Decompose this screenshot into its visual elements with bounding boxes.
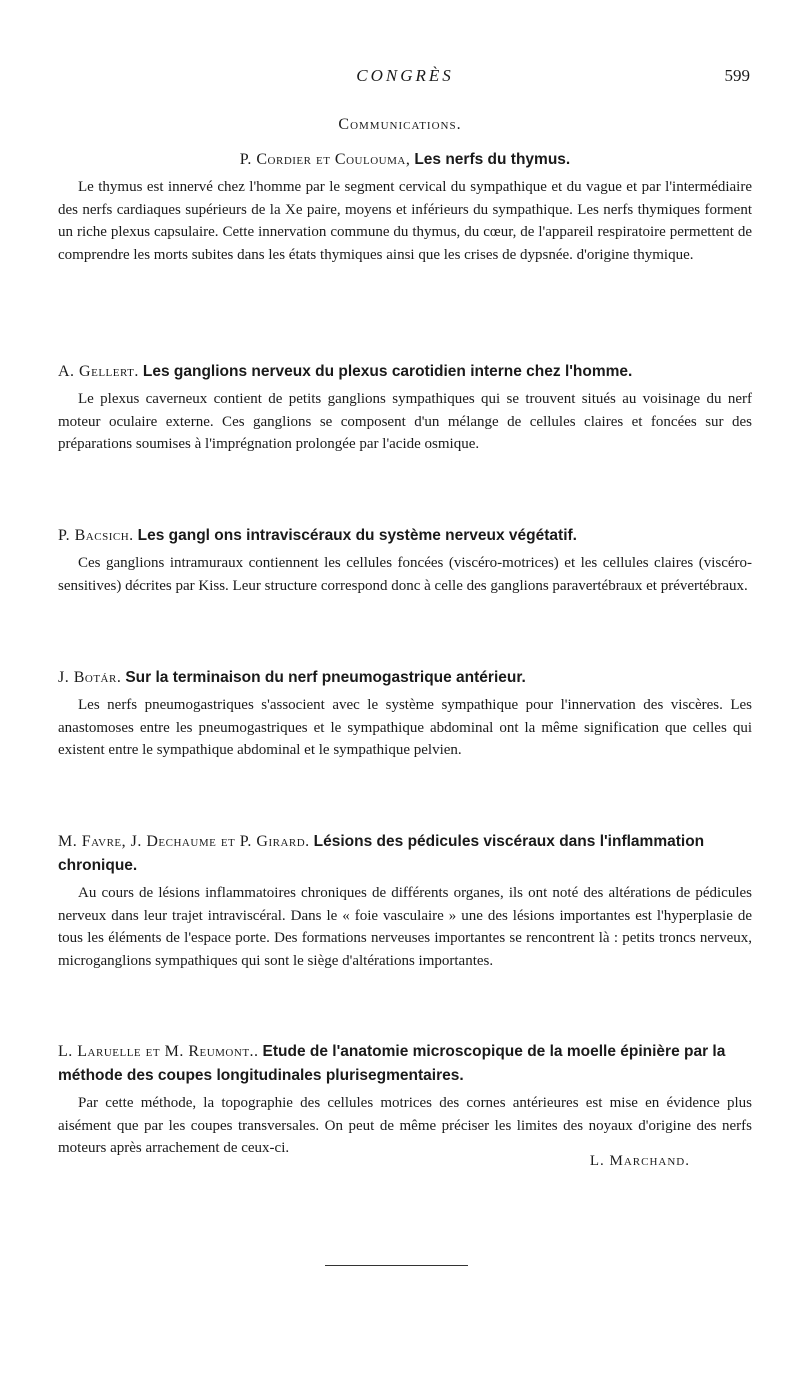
entry-body: Ces ganglions intramuraux contiennent les cellules foncées (viscéro-motrices) et les cellules claires (viscéro-sensitives) décrites par Kiss. Leur structure correspond donc à celle des ganglions paravertébraux et prévertébraux.	[58, 555, 752, 594]
entry-body: Le plexus caverneux contient de petits ganglions sympathiques qui se trouvent situés au voisinage du nerf moteur oculaire externe. Ces ganglions se composent d'un mélange de cellules claires et foncées sur des préparations soumises à l'imprégnation prolongée par l'acide osmique.	[58, 391, 752, 452]
entry-body: Le thymus est innervé chez l'homme par le segment cervical du sympathique et du vague et par l'intermédiaire des nerfs cardiaques supérieurs de la Xe paire, moyens et inférieurs du sympathique. Les nerfs thymiques forment un riche plexus capsulaire. Cette innervation commune du thymus, du cœur, de l'appareil respiratoire permettent de comprendre les morts subites dans les états thymiques ainsi que les crises de dypsnée. d'origine thymique.	[58, 179, 752, 263]
running-title: CONGRÈS	[356, 66, 454, 85]
entry-gellert	[58, 360, 752, 456]
entry-heading	[58, 666, 752, 690]
entry-title: Lésions des pédicules viscéraux dans l'inflammation chronique.	[58, 833, 705, 874]
entry-heading	[58, 148, 752, 172]
entry-authors: A. Gellert.	[58, 363, 139, 380]
end-rule	[325, 1265, 468, 1266]
entry-body: Au cours de lésions inflammatoires chroniques de différents organes, ils ont noté des altérations de pédicules nerveux dans leur trajet intraviscéral. Dans le « foie vasculaire » une des lésions importantes est l'hyperplasie de tous les éléments de l'espace porte. Des formations nerveuses importantes se rencontrent là : petits troncs nerveux, microganglions sympathiques qui sont le siège d'altérations importantes.	[58, 885, 752, 969]
entry-title: Les gangl ons intraviscéraux du système nerveux végétatif.	[137, 527, 577, 544]
entry-body: Par cette méthode, la topographie des cellules motrices des cornes antérieures est mise en évidence plus aisément que par les coupes transversales. On peut de même préciser les limites des noyaux d'origine des nerfs moteurs après arrachement de ceux-ci.	[58, 1095, 752, 1156]
entry-botar	[58, 666, 752, 762]
entry-authors: M. Favre, J. Dechaume et P. Girard.	[58, 833, 310, 850]
entry-title: Les nerfs du thymus.	[414, 151, 571, 168]
entry-favre-dechaume-girard	[58, 830, 752, 972]
entry-laruelle-reumont	[58, 1040, 752, 1160]
page-number: 599	[724, 66, 750, 85]
entry-bacsich	[58, 524, 752, 597]
entry-authors: P. Bacsich.	[58, 527, 134, 544]
entry-body: Les nerfs pneumogastriques s'associent avec le système sympathique pour l'innervation des viscères. Les anastomoses entre les pneumogastriques et le sympathique abdominal ont la même signification que celles qui existent entre le sympathique abdominal et le sympathique pelvien.	[58, 697, 752, 758]
page-header	[60, 66, 750, 90]
entry-title: Les ganglions nerveux du plexus carotidien interne chez l'homme.	[142, 363, 633, 380]
section-heading: Communications.	[338, 116, 462, 133]
entry-cordier-coulouma	[58, 148, 752, 266]
entry-authors: L. Laruelle et M. Reumont..	[58, 1043, 259, 1060]
entry-title: Sur la terminaison du nerf pneumogastrique antérieur.	[125, 669, 526, 686]
entry-authors: J. Botár.	[58, 669, 122, 686]
entry-heading	[58, 360, 752, 384]
entry-heading	[58, 524, 752, 548]
signature: L. Marchand.	[589, 1153, 690, 1169]
entry-heading	[58, 830, 752, 878]
entry-heading	[58, 1040, 752, 1088]
entry-authors: P. Cordier et Coulouma,	[239, 151, 411, 168]
entry-title: Etude de l'anatomie microscopique de la moelle épinière par la méthode des coupes longitudinales plurisegmentaires.	[58, 1043, 726, 1084]
